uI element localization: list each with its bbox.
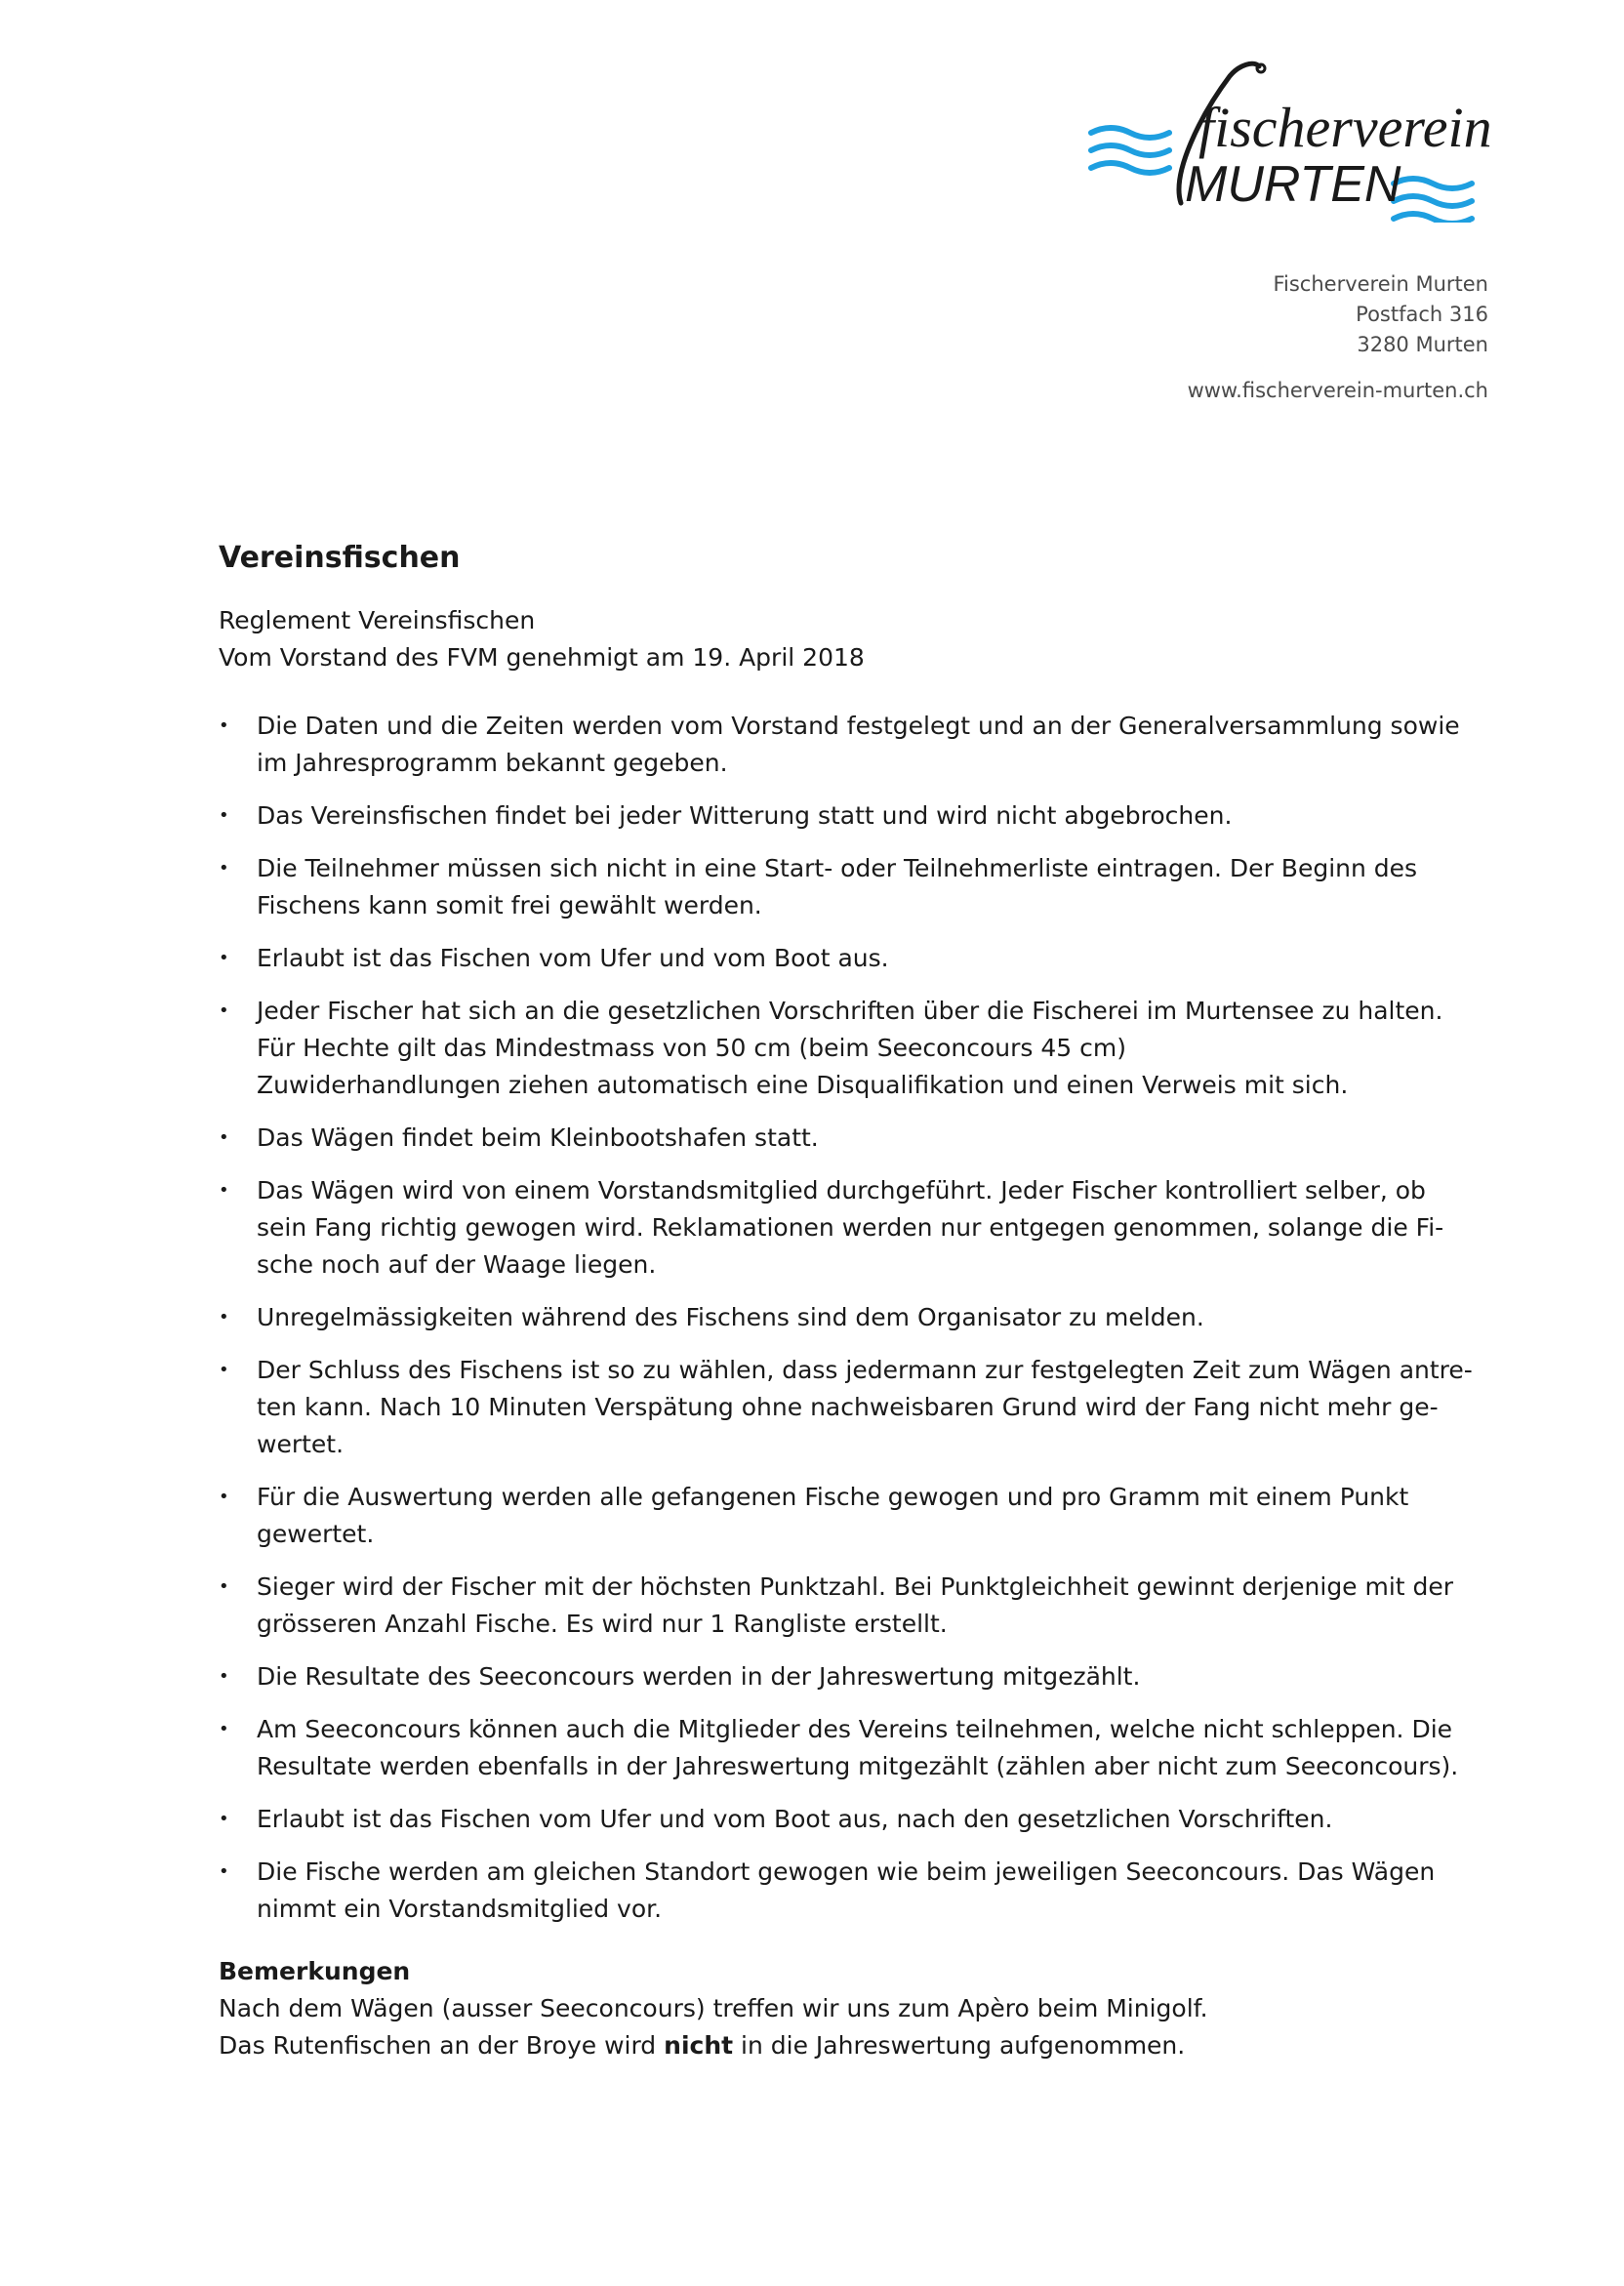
rule-text-line: Die Resultate des Seeconcours werden in der Jahreswertung mitgezählt. [257,1662,1141,1691]
rule-item [219,1658,1478,1695]
bullet-icon: • [219,805,229,826]
bullet-icon: • [219,1000,229,1021]
rule-item [219,1172,1478,1284]
rule-text-line: Am Seeconcours können auch die Mitglieder des Vereins teilnehmen, welche nicht schleppen. Die [257,1715,1453,1743]
page-title: Vereinsfischen [219,541,461,575]
address-city: 3280 Murten [1357,333,1488,356]
remarks-line-2 [219,2027,1478,2064]
club-logo [1083,57,1493,223]
rule-text-line: Für die Auswertung werden alle gefangenen Fische gewogen und pro Gramm mit einem Punkt [257,1483,1409,1511]
rule-text-line: gewertet. [257,1520,375,1548]
address-postbox: Postfach 316 [1356,303,1488,326]
rule-text-line: Erlaubt ist das Fischen vom Ufer und vom Boot aus. [257,944,889,972]
document-body [219,539,1478,2064]
rules-list [219,708,1478,1928]
rule-item [219,850,1478,924]
logo-line2: MURTEN [1185,156,1401,213]
bullet-icon: • [219,1861,229,1882]
rule-item [219,1120,1478,1157]
address-website[interactable]: www.fischerverein-murten.ch [1187,379,1488,402]
rule-text-line: Der Schluss des Fischens ist so zu wählen, dass jedermann zur festgelegten Zeit zum Wägen antre- [257,1356,1473,1384]
remarks-line-2-start: Das Rutenfischen an der Broye wird [219,2031,665,2060]
bullet-icon: • [219,858,229,878]
rule-text-line: wertet. [257,1430,345,1458]
rule-text-line: Die Teilnehmer müssen sich nicht in eine Start- oder Teilnehmerliste eintragen. Der Beginn des [257,854,1418,882]
bullet-icon: • [219,1180,229,1201]
address-name: Fischerverein Murten [1273,272,1488,296]
rule-item [219,1352,1478,1463]
rule-item [219,797,1478,835]
rule-text-line: im Jahresprogramm bekannt gegeben. [257,749,728,777]
remarks-line-1: Nach dem Wägen (ausser Seeconcours) treffen wir uns zum Apèro beim Minigolf. [219,1994,1208,2022]
rule-text-line: Das Wägen wird von einem Vorstandsmitglied durchgeführt. Jeder Fischer kontrolliert selber, ob [257,1176,1426,1204]
rule-item [219,1801,1478,1838]
rule-text-line: nimmt ein Vorstandsmitglied vor. [257,1895,663,1923]
rule-text-line: sein Fang richtig gewogen wird. Reklamationen werden nur entgegen genommen, solange die Fi- [257,1213,1444,1242]
bullet-icon: • [219,1487,229,1507]
remarks-section [219,1953,1478,2064]
rule-item [219,1569,1478,1643]
rule-item [219,1479,1478,1553]
bullet-icon: • [219,1360,229,1380]
remarks-title: Bemerkungen [219,1957,411,1985]
rule-item [219,940,1478,977]
bullet-icon: • [219,1666,229,1687]
rule-text-line: Die Daten und die Zeiten werden vom Vorstand festgelegt und an der Generalversammlung sowie [257,712,1460,740]
sender-address [1188,269,1488,406]
rule-text-line: grösseren Anzahl Fische. Es wird nur 1 Rangliste erstellt. [257,1610,948,1638]
remarks-line-2-emphasis: nicht [664,2031,734,2060]
bullet-icon: • [219,1127,229,1148]
rule-item [219,708,1478,782]
fish-hook-wave-logo-icon [1083,57,1493,223]
rule-item [219,1854,1478,1928]
rule-text-line: Sieger wird der Fischer mit der höchsten Punktzahl. Bei Punktgleichheit gewinnt derjenige mit der [257,1572,1454,1601]
rule-text-line: Unregelmässigkeiten während des Fischens sind dem Organisator zu melden. [257,1303,1204,1331]
bullet-icon: • [219,948,229,968]
bullet-icon: • [219,1576,229,1597]
logo-line1: fischerverein [1198,96,1492,159]
rule-text-line: Zuwiderhandlungen ziehen automatisch eine Disqualifikation und einen Verweis mit sich. [257,1071,1349,1099]
rule-text-line: Resultate werden ebenfalls in der Jahreswertung mitgezählt (zählen aber nicht zum Seeconcours). [257,1752,1459,1780]
bullet-icon: • [219,1719,229,1739]
rule-text-line: Erlaubt ist das Fischen vom Ufer und vom Boot aus, nach den gesetzlichen Vorschriften. [257,1805,1333,1833]
rule-text-line: Das Vereinsfischen findet bei jeder Witterung statt und wird nicht abgebrochen. [257,801,1233,830]
rule-text-line: ten kann. Nach 10 Minuten Verspätung ohne nachweisbaren Grund wird der Fang nicht mehr ge- [257,1393,1439,1421]
rule-text-line: sche noch auf der Waage liegen. [257,1250,657,1279]
rule-item [219,1711,1478,1785]
rule-item [219,1299,1478,1336]
rule-text-line: Das Wägen findet beim Kleinbootshafen statt. [257,1123,819,1152]
bullet-icon: • [219,1307,229,1327]
rule-text-line: Jeder Fischer hat sich an die gesetzlichen Vorschriften über die Fischerei im Murtensee zu halten. [257,997,1443,1025]
rule-text-line: Für Hechte gilt das Mindestmass von 50 cm (beim Seeconcours 45 cm) [257,1034,1126,1062]
rule-text-line: Fischens kann somit frei gewählt werden. [257,891,762,919]
remarks-line-2-end: in die Jahreswertung aufgenommen. [733,2031,1186,2060]
bullet-icon: • [219,1809,229,1829]
subtitle-line: Reglement Vereinsfischen [219,606,536,634]
rule-text-line: Die Fische werden am gleichen Standort gewogen wie beim jeweiligen Seeconcours. Das Wägen [257,1857,1436,1886]
bullet-icon: • [219,715,229,736]
rule-item [219,993,1478,1104]
approval-line: Vom Vorstand des FVM genehmigt am 19. April 2018 [219,643,865,672]
